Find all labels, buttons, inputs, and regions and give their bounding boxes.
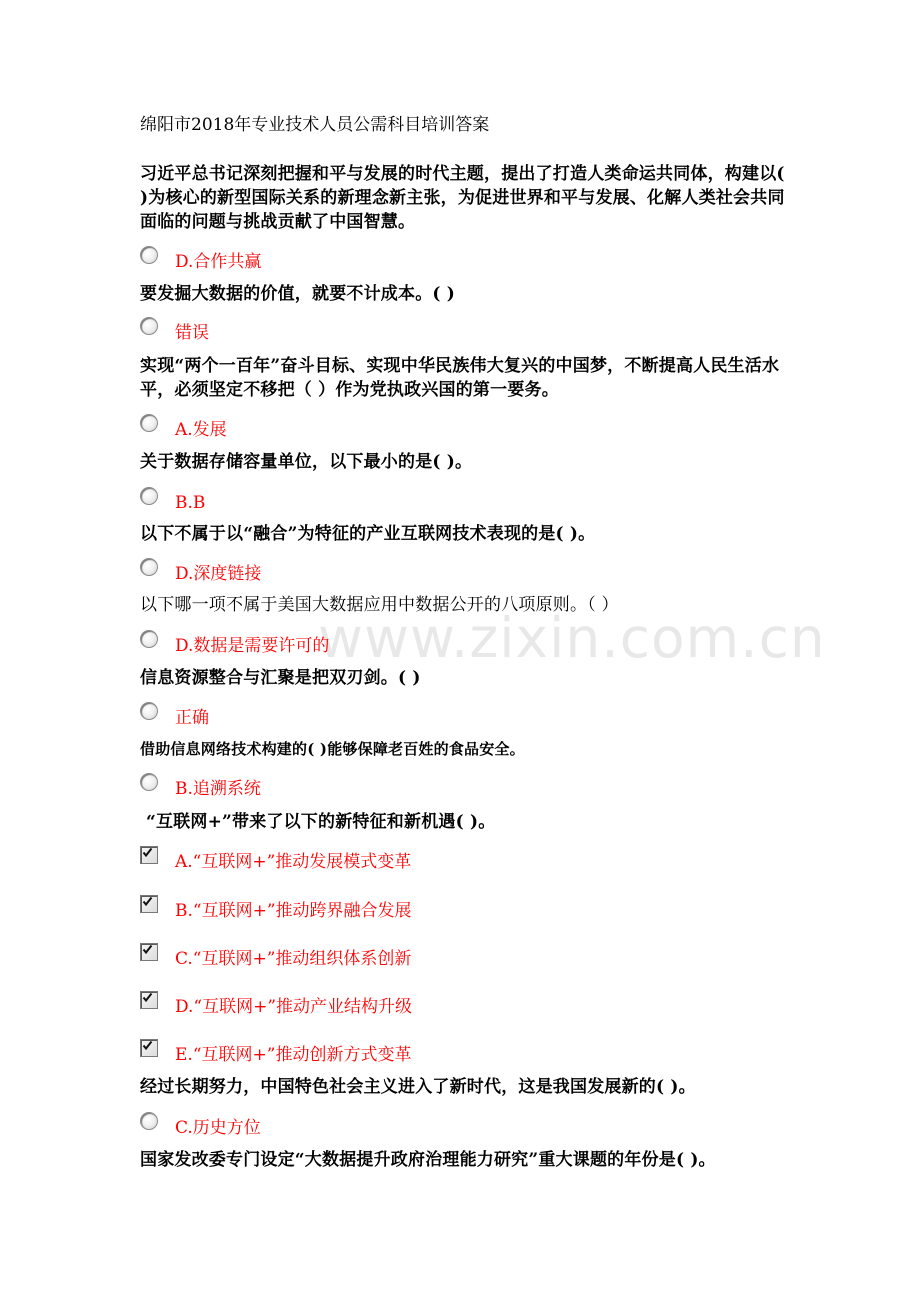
question-text: 信息资源整合与汇聚是把双刃剑。( ) [140,668,421,688]
watermark: www.zixin.com.cn [318,606,826,670]
checkbox-checked-icon[interactable] [140,1039,158,1057]
radio-button-icon[interactable] [140,702,158,720]
question-text: 以下不属于以“融合”为特征的产业互联网技术表现的是( )。 [140,524,596,544]
question-text: 以下哪一项不属于美国大数据应用中数据公开的八项原则。（ ） [140,595,619,615]
answer-label: D.数据是需要许可的 [175,636,330,656]
answer-label: E.“互联网+”推动创新方式变革 [175,1045,412,1065]
answer-label: C.“互联网+”推动组织体系创新 [175,949,412,969]
question-text: 习近平总书记深刻把握和平与发展的时代主题，提出了打造人类命运共同体，构建以( )为核心的新型国际关系的新理念新主张，为促进世界和平与发展、化解人类社会共同面临的问题与挑战贡献了中国智慧。 [140,164,785,232]
answer-label: C.历史方位 [175,1118,261,1138]
answer-label: D.“互联网+”推动产业结构升级 [175,997,413,1017]
answer-label: B.追溯系统 [175,779,261,799]
answer-label: B.“互联网+”推动跨界融合发展 [175,901,412,921]
radio-button-icon[interactable] [140,487,158,505]
question-text: 国家发改委专门设定“大数据提升政府治理能力研究”重大课题的年份是( )。 [140,1150,716,1170]
answer-label: 正确 [175,708,209,728]
answer-label: A.“互联网+”推动发展模式变革 [175,852,412,872]
answer-label: D.深度链接 [175,564,262,584]
answer-label: B.B [175,493,206,513]
radio-button-icon[interactable] [140,558,158,576]
question-text: 经过长期努力，中国特色社会主义进入了新时代，这是我国发展新的( )。 [140,1077,696,1097]
question-text: “互联网+”带来了以下的新特征和新机遇( )。 [146,812,496,832]
radio-button-icon[interactable] [140,317,158,335]
question-text: 实现“两个一百年”奋斗目标、实现中华民族伟大复兴的中国梦，不断提高人民生活水平，必须坚定不移把（ ）作为党执政兴国的第一要务。 [140,356,780,400]
radio-button-icon[interactable] [140,414,158,432]
question-text: 要发掘大数据的价值，就要不计成本。( ) [140,284,456,304]
radio-button-icon[interactable] [140,773,158,791]
document-title: 绵阳市2018年专业技术人员公需科目培训答案 [140,115,490,135]
question-text: 关于数据存储容量单位，以下最小的是( )。 [140,452,473,472]
radio-button-icon[interactable] [140,246,158,264]
question-text: 借助信息网络技术构建的( )能够保障老百姓的食品安全。 [140,740,525,758]
radio-button-icon[interactable] [140,1112,158,1130]
checkbox-checked-icon[interactable] [140,991,158,1009]
answer-label: D.合作共赢 [175,252,262,272]
checkbox-checked-icon[interactable] [140,846,158,864]
checkbox-checked-icon[interactable] [140,943,158,961]
radio-button-icon[interactable] [140,630,158,648]
checkbox-checked-icon[interactable] [140,895,158,913]
answer-label: A.发展 [175,420,227,440]
answer-label: 错误 [175,323,209,343]
